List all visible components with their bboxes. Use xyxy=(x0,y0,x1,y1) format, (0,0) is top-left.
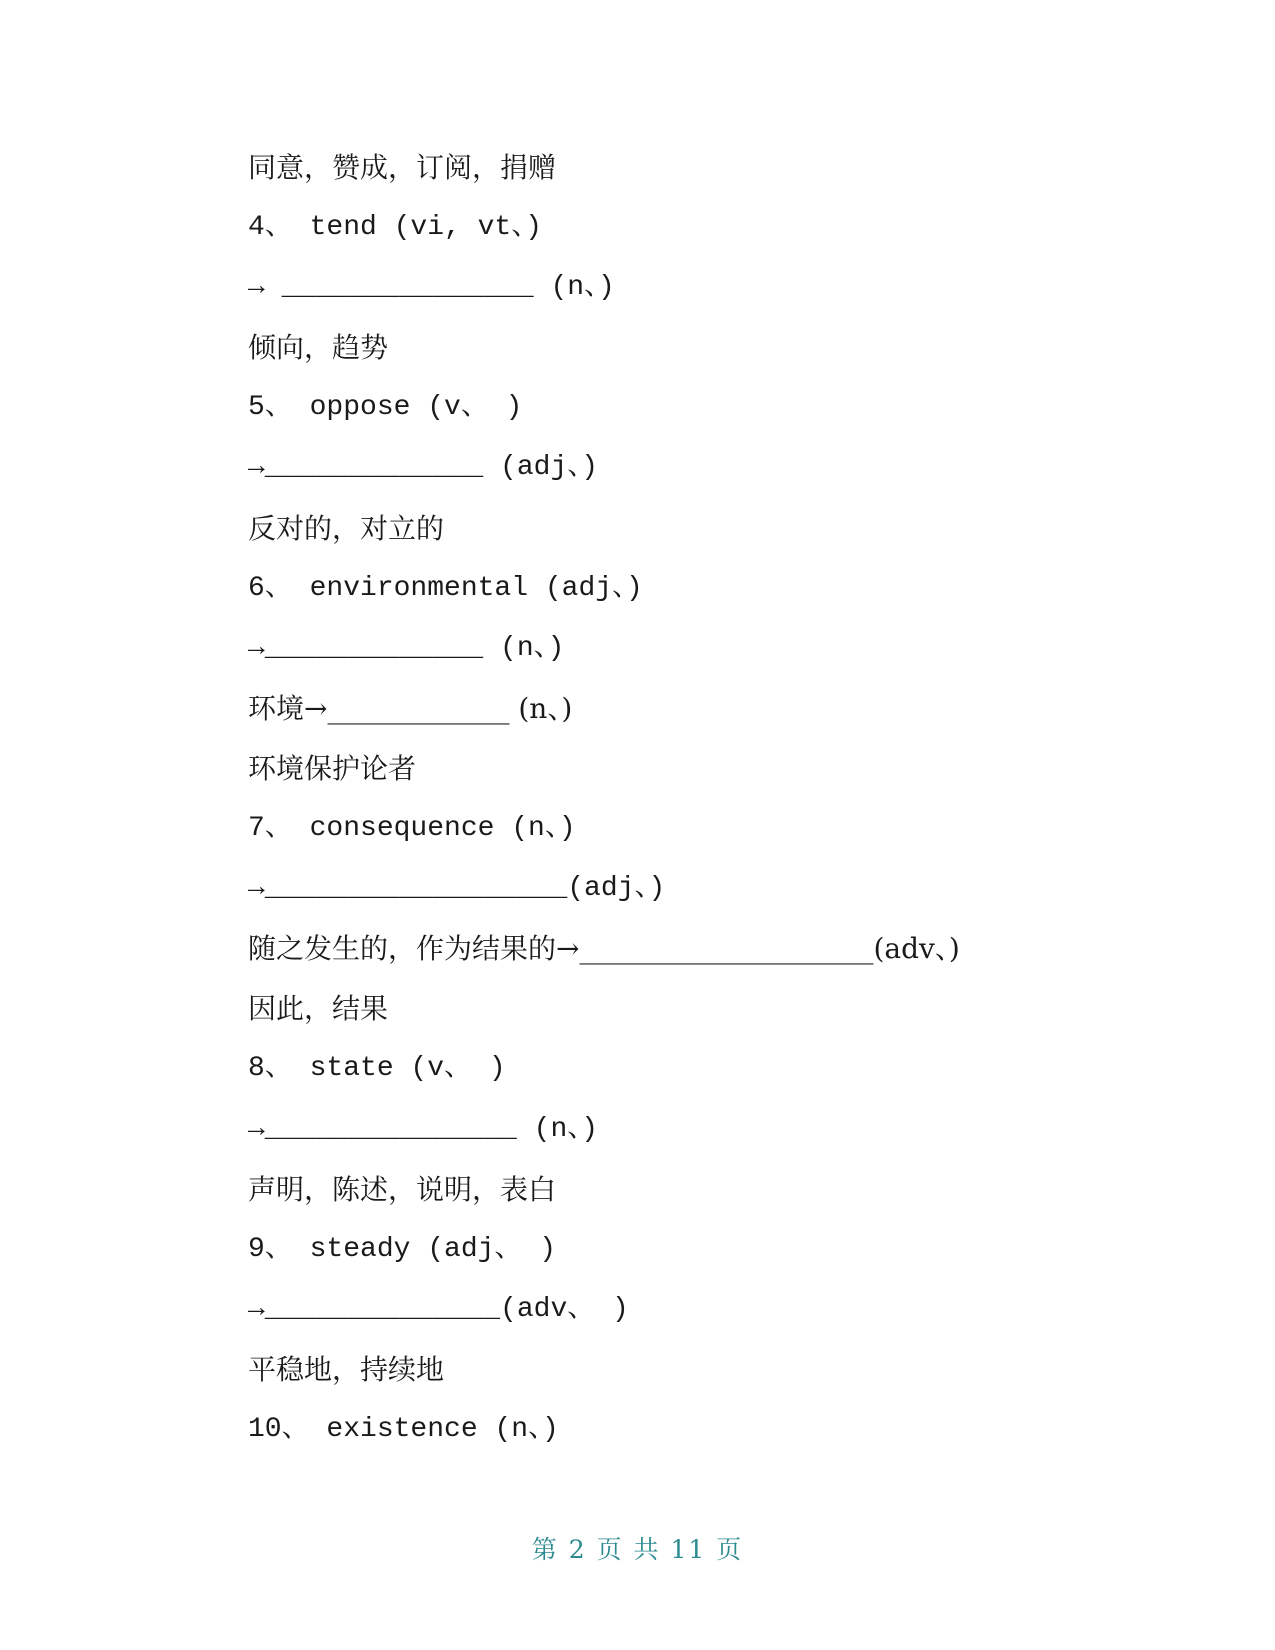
definition-line: 同意，赞成，订阅，捐赠 xyxy=(248,151,557,184)
blank-line: →__________________(adj、) xyxy=(248,873,666,905)
definition-line: 环境保护论者 xyxy=(248,751,417,785)
question-line: 4、 tend (vi, vt、) xyxy=(248,212,543,244)
blank-line: 环境→_____________ (n、) xyxy=(248,691,573,725)
blank-line: →_______________ (n、) xyxy=(248,1113,599,1145)
question-line: 10、 existence (n、) xyxy=(248,1413,559,1445)
question-line: 5、 oppose (v、 ) xyxy=(248,392,523,424)
question-line: 9、 steady (adj、 ) xyxy=(248,1233,557,1265)
blank-line: →______________(adv、 ) xyxy=(248,1293,629,1325)
page-content xyxy=(248,148,1148,1470)
page-number-footer: 第 2 页 共 11 页 xyxy=(531,1535,744,1564)
blank-line: → _______________ (n、) xyxy=(248,272,615,304)
question-line: 7、 consequence (n、) xyxy=(248,813,576,845)
blank-line: 随之发生的，作为结果的→_____________________(adv、) xyxy=(248,932,960,966)
definition-line: 平稳地，持续地 xyxy=(248,1352,445,1386)
blank-line: →_____________ (n、) xyxy=(248,632,565,664)
definition-line: 反对的，对立的 xyxy=(248,511,445,545)
definition-line: 倾向，趋势 xyxy=(248,331,389,365)
definition-line: 声明，陈述，说明，表白 xyxy=(248,1172,557,1206)
question-line: 8、 state (v、 ) xyxy=(248,1053,506,1085)
definition-line: 因此，结果 xyxy=(248,992,389,1026)
question-line: 6、 environmental (adj、) xyxy=(248,572,643,604)
blank-line: →_____________ (adj、) xyxy=(248,452,599,484)
